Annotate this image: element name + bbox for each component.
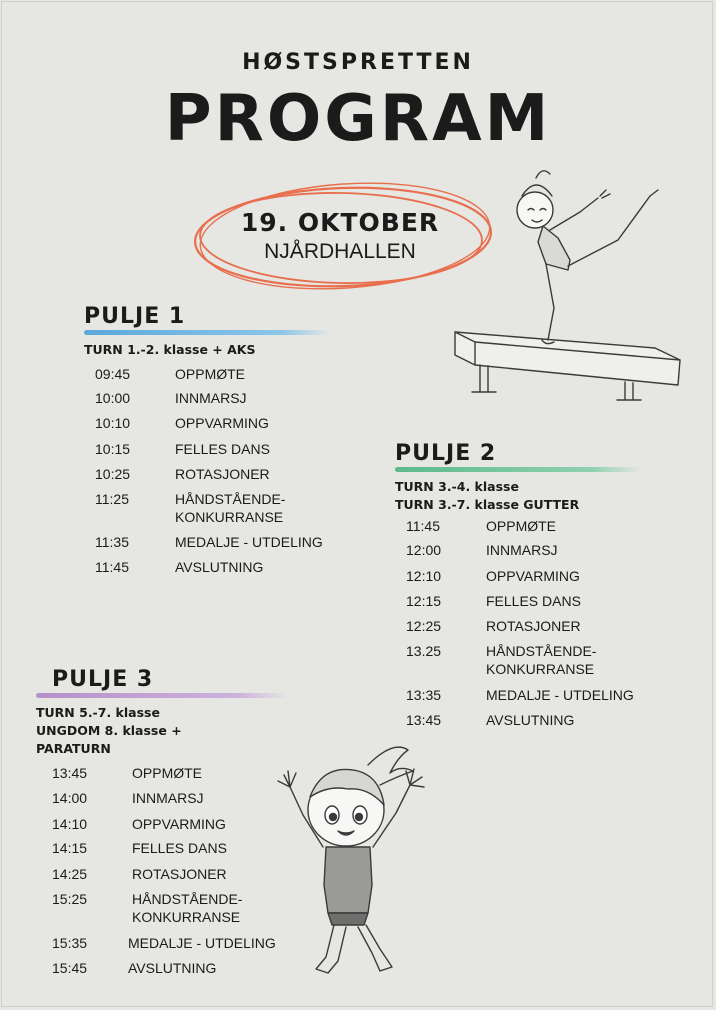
schedule-time: 10:10 bbox=[95, 415, 131, 431]
schedule-activity: HÅNDSTÅENDE- bbox=[132, 891, 243, 907]
schedule-activity: ROTASJONER bbox=[132, 866, 227, 882]
schedule-time: 15:35 bbox=[52, 935, 88, 951]
schedule-activity: ROTASJONER bbox=[486, 618, 581, 634]
schedule-time: 13.25 bbox=[406, 643, 442, 659]
schedule-activity: OPPMØTE bbox=[486, 518, 557, 534]
schedule-activity-line2: KONKURRANSE bbox=[175, 509, 284, 525]
schedule-activity: AVSLUTNING bbox=[128, 960, 217, 976]
schedule-time: 14:00 bbox=[52, 790, 88, 806]
pool-subtitle-line: TURN 5.-7. klasse bbox=[36, 705, 160, 720]
schedule-time: 11:25 bbox=[95, 491, 129, 507]
schedule-time: 13:45 bbox=[406, 712, 442, 728]
schedule-activity: OPPVARMING bbox=[175, 415, 269, 431]
schedule-time: 12:15 bbox=[406, 593, 442, 609]
pool-2-subtitle bbox=[395, 478, 655, 514]
schedule-activity: FELLES DANS bbox=[486, 593, 581, 609]
gymnast-beam-illustration bbox=[450, 160, 690, 405]
event-subtitle: HØSTSPRETTEN bbox=[242, 50, 474, 75]
pool-3-header bbox=[36, 667, 296, 758]
pool-subtitle-line: PARATURN bbox=[36, 741, 111, 756]
schedule-activity: OPPVARMING bbox=[486, 568, 580, 584]
schedule-time: 13:35 bbox=[406, 687, 442, 703]
schedule-time: 15:45 bbox=[52, 960, 88, 976]
schedule-activity: MEDALJE - UTDELING bbox=[175, 534, 323, 550]
schedule-activity: AVSLUTNING bbox=[175, 559, 264, 575]
schedule-activity: MEDALJE - UTDELING bbox=[128, 935, 276, 951]
schedule-time: 10:00 bbox=[95, 390, 131, 406]
schedule-activity-line2: KONKURRANSE bbox=[486, 661, 595, 677]
schedule-activity: ROTASJONER bbox=[175, 466, 270, 482]
pool-1-header bbox=[84, 304, 334, 359]
schedule-activity: FELLES DANS bbox=[175, 441, 270, 457]
pool-3-underline bbox=[36, 693, 288, 698]
pool-2-header bbox=[395, 441, 655, 514]
schedule-time: 14:10 bbox=[52, 816, 88, 832]
pool-3-subtitle bbox=[36, 704, 296, 758]
schedule-time: 12:10 bbox=[406, 568, 442, 584]
schedule-time: 11:45 bbox=[406, 518, 440, 534]
event-venue: NJÅRDHALLEN bbox=[264, 240, 416, 263]
pool-subtitle-line: TURN 3.-7. klasse GUTTER bbox=[395, 497, 580, 512]
schedule-time: 11:45 bbox=[95, 559, 129, 575]
schedule-activity: OPPMØTE bbox=[175, 366, 246, 382]
schedule-time: 15:25 bbox=[52, 891, 88, 907]
schedule-time: 14:15 bbox=[52, 840, 88, 856]
schedule-time: 10:15 bbox=[95, 441, 131, 457]
schedule-time: 12:00 bbox=[406, 542, 442, 558]
schedule-activity: OPPVARMING bbox=[132, 816, 226, 832]
schedule-activity: INNMARSJ bbox=[486, 542, 558, 558]
pool-1-title: PULJE 1 bbox=[84, 304, 186, 329]
schedule-time: 14:25 bbox=[52, 866, 88, 882]
schedule-time: 13:45 bbox=[52, 765, 88, 781]
schedule-activity-line2: KONKURRANSE bbox=[132, 909, 241, 925]
pool-subtitle-line: TURN 1.-2. klasse + AKS bbox=[84, 342, 256, 357]
schedule-time: 10:25 bbox=[95, 466, 131, 482]
pool-2-title: PULJE 2 bbox=[395, 441, 497, 466]
pool-subtitle-line: TURN 3.-4. klasse bbox=[395, 479, 519, 494]
schedule-activity: FELLES DANS bbox=[132, 840, 227, 856]
schedule-activity: MEDALJE - UTDELING bbox=[486, 687, 634, 703]
schedule-activity: AVSLUTNING bbox=[486, 712, 575, 728]
event-date: 19. OKTOBER bbox=[240, 208, 440, 237]
schedule-activity: HÅNDSTÅENDE- bbox=[175, 491, 286, 507]
pool-subtitle-line: UNGDOM 8. klasse + bbox=[36, 723, 182, 738]
schedule-time: 09:45 bbox=[95, 366, 131, 382]
schedule-activity: INNMARSJ bbox=[175, 390, 247, 406]
pool-1-underline bbox=[84, 330, 330, 335]
pool-2-underline bbox=[395, 467, 641, 472]
schedule-activity: OPPMØTE bbox=[132, 765, 203, 781]
cheering-gymnast-illustration bbox=[268, 735, 438, 985]
pool-3-title: PULJE 3 bbox=[52, 667, 154, 692]
schedule-time: 12:25 bbox=[406, 618, 442, 634]
schedule-activity: HÅNDSTÅENDE- bbox=[486, 643, 597, 659]
page-title: PROGRAM bbox=[164, 82, 552, 156]
pool-1-subtitle bbox=[84, 341, 334, 359]
schedule-activity: INNMARSJ bbox=[132, 790, 204, 806]
schedule-time: 11:35 bbox=[95, 534, 129, 550]
